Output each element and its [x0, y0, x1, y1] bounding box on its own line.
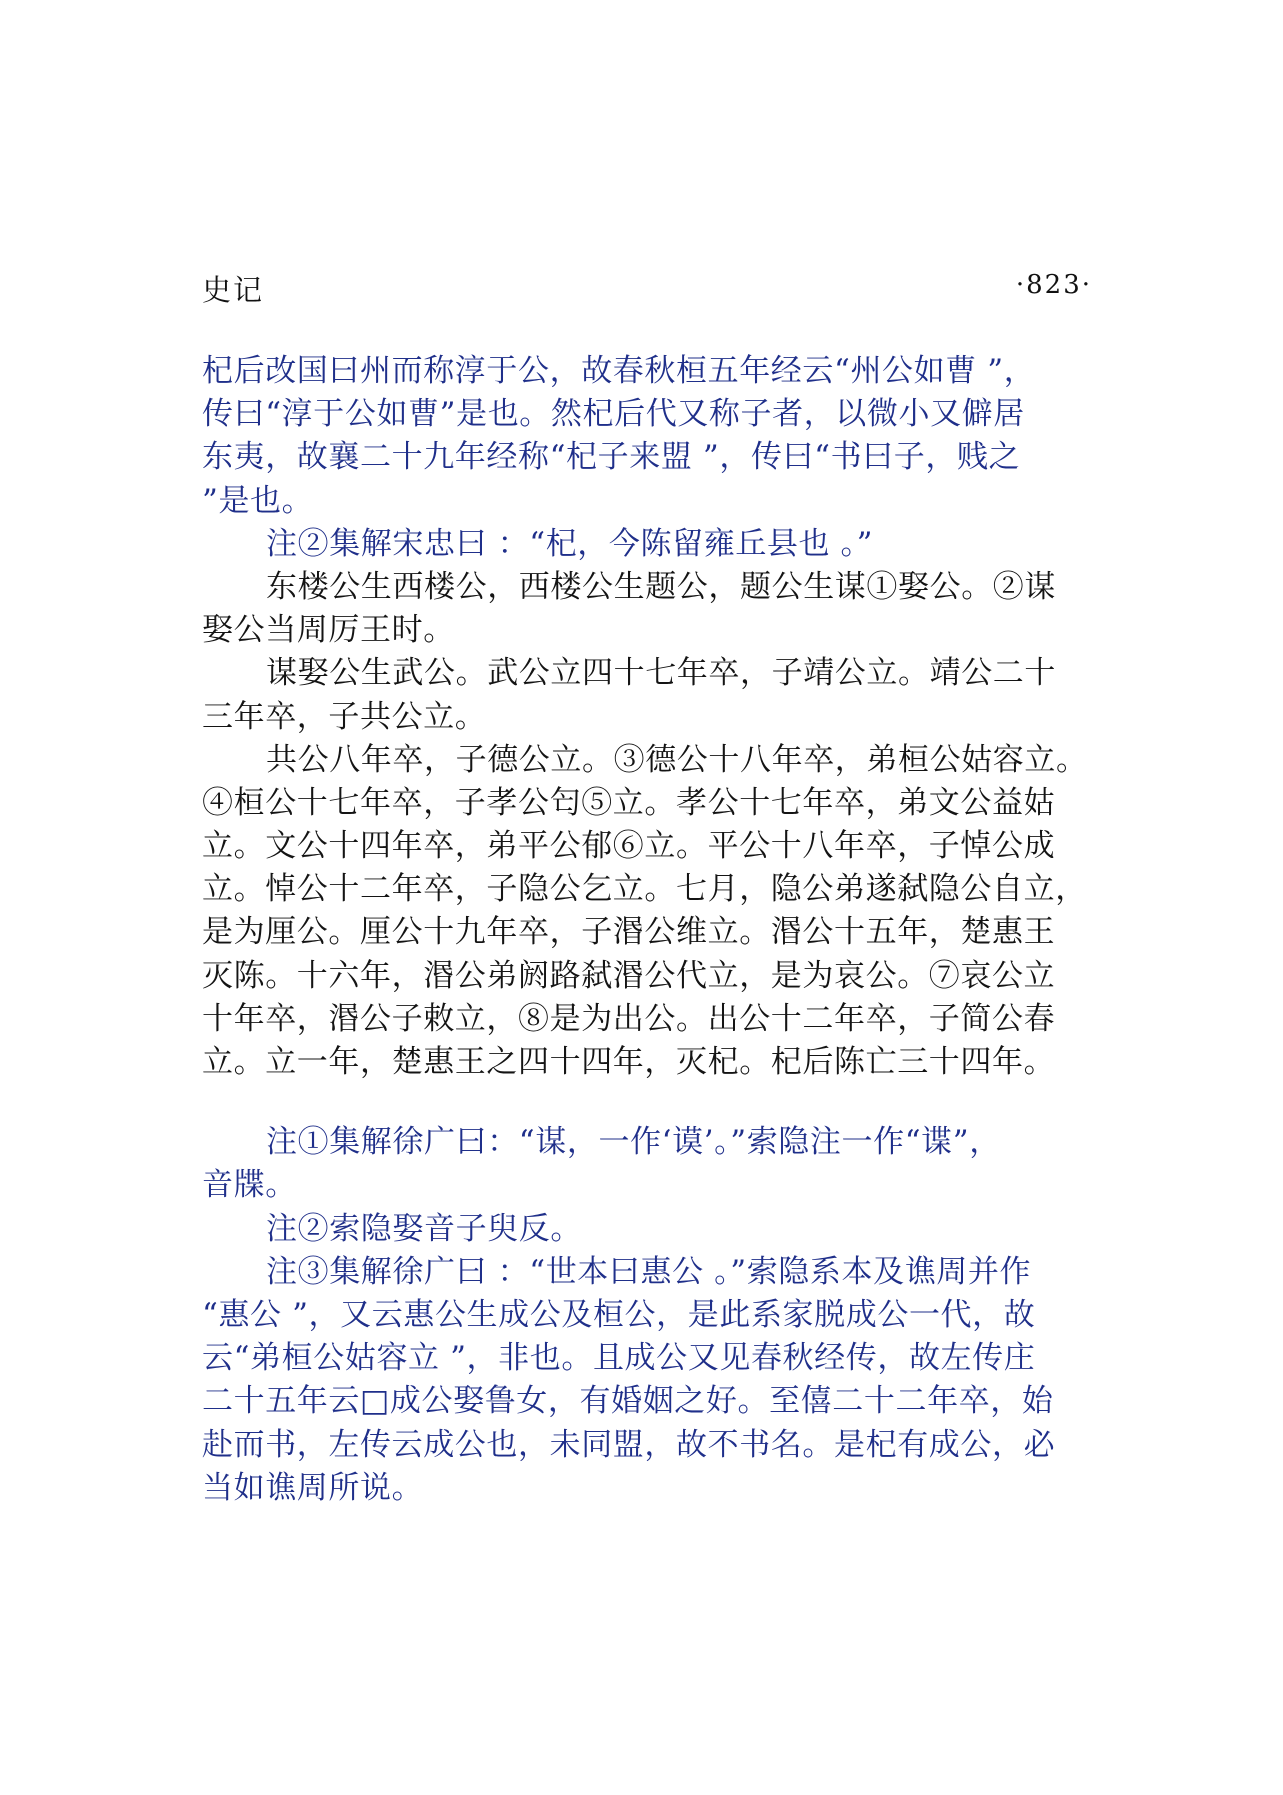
main-text-line: 十年卒，湣公子敕立，⑧是为出公。出公十二年卒，子简公春: [202, 1000, 1056, 1037]
annotation-line: 注③集解徐广曰 ：“世本曰惠公 。”索隐系本及谯周并作: [266, 1253, 1032, 1290]
main-text-line: 是为厘公。厘公十九年卒，子湣公维立。湣公十五年，楚惠王: [202, 914, 1056, 951]
annotation-line: “惠公 ”，又云惠公生成公及桓公，是此系家脱成公一代，故: [202, 1296, 1036, 1333]
main-text-line: ④桓公十七年卒，子孝公匄⑤立。孝公十七年卒，弟文公益姑: [202, 784, 1056, 821]
page-header: [202, 268, 1092, 312]
main-text-line: 谋娶公生武公。武公立四十七年卒，子靖公立。靖公二十: [266, 655, 1056, 692]
main-text-line: 立。悼公十二年卒，子隐公乞立。七月，隐公弟遂弑隐公自立，: [202, 871, 1087, 908]
annotation-line: 二十五年云□成公娶鲁女，有婚姻之好。至僖二十二年卒，始: [202, 1383, 1054, 1420]
annotation-line: 音牒。: [202, 1167, 297, 1204]
annotation-line: 注①集解徐广曰：“谋，一作‘谟’。”索隐注一作“谍”，: [266, 1124, 1001, 1161]
main-text-line: 三年卒，子共公立。: [202, 698, 487, 735]
main-text-line: 娶公当周厉王时。: [202, 612, 455, 649]
page-body: [202, 350, 1102, 1510]
annotation-line: 当如谯周所说。: [202, 1469, 424, 1506]
annotation-line: 东夷，故襄二十九年经称“杞子来盟 ”，传曰“书曰子，贱之: [202, 439, 1021, 476]
annotation-line: 云“弟桓公姑容立 ”，非也。且成公又见春秋经传，故左传庄: [202, 1340, 1036, 1377]
main-text-line: 共公八年卒，子德公立。③德公十八年卒，弟桓公姑容立。: [266, 741, 1088, 778]
main-text-line: 立。立一年，楚惠王之四十四年，灭杞。杞后陈亡三十四年。: [202, 1044, 1056, 1080]
annotation-line: 传曰“淳于公如曹”是也。然杞后代又称子者，以微小又僻居: [202, 396, 1025, 433]
annotation-line: ”是也。: [202, 482, 314, 519]
annotation-line: 注②集解宋忠曰 ：“杞，今陈留雍丘县也 。”: [266, 525, 874, 562]
paragraph-gap: [202, 1084, 1102, 1121]
main-text-line: 东楼公生西楼公，西楼公生题公，题公生谋①娶公。②谋: [266, 568, 1056, 605]
main-text-line: 灭陈。十六年，湣公弟阏路弑湣公代立，是为哀公。⑦哀公立: [202, 957, 1056, 994]
annotation-line: 杞后改国曰州而称淳于公，故春秋桓五年经云“州公如曹 ”，: [202, 353, 1036, 389]
page-number: ·823·: [1015, 270, 1092, 300]
annotation-line: 赴而书，左传云成公也，未同盟，故不书名。是杞有成公，必: [202, 1426, 1056, 1463]
main-text-line: 立。文公十四年卒，弟平公郁⑥立。平公十八年卒，子悼公成: [202, 828, 1056, 865]
book-title: 史记: [202, 273, 265, 307]
annotation-line: 注②索隐娶音子臾反。: [266, 1210, 582, 1247]
